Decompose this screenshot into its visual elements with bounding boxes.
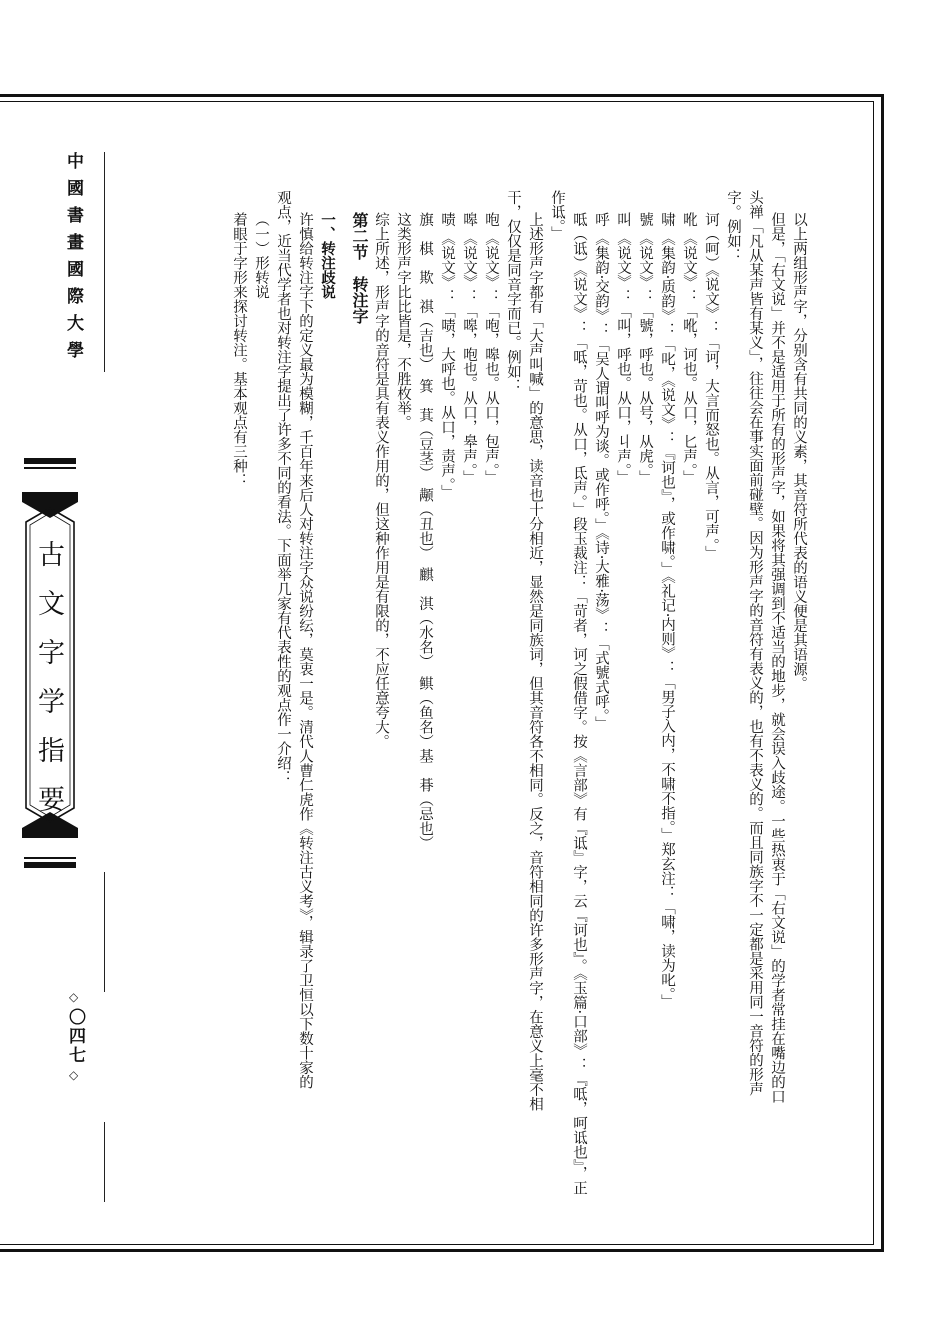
subsection-heading-2: （一）形转说 [253,212,269,299]
example-entry: 咆 《说文》：「咆，嗥也。从口，包声。」 [483,212,499,485]
paragraph: 综上所述，形声字的音符是具有表义作用的，但这种作用是有限的，不应任意夸大。 [373,212,389,749]
section-heading: 第二节 转注字 [350,212,369,324]
paragraph-line: 观点，近当代学者也对转注字提出了许多不同的看法。下面举几家有代表性的观点作一介绍： [275,190,291,785]
paragraph: 上述形声字都有「大声叫喊」的意思，读音也十分相近，显然是同族词，但其音符各不相同。反之，音符相同的许多形声字，在意义上毫不相 [527,212,543,1111]
paragraph: 这类形声字比比皆是，不胜枚举。 [395,212,411,430]
title-bar-top-2 [24,467,76,469]
example-entry-continued: 作诋。」 [549,190,565,241]
example-entry: 啸 《集韵·质韵》：「叱，《说文》：『诃也』，或作啸。」《礼记·内则》：「男子入内，不啸不指。」郑玄注：「啸，读为叱。」 [659,212,675,1009]
paragraph: 以上两组形声字，分别含有共同的义素，其音符所代表的语义便是其语源。 [791,212,807,691]
example-entry: 呧（诋）《说文》：「呧，苛也。从口，氐声。」段玉裁注：「苛者，诃之假借字。按《言部》有『诋』字，云『诃也』。《玉篇·口部》：『呧，呵诋也』，正 [571,212,587,1196]
diamond-ornament-top: ◇ [69,990,79,1004]
university-name: 中國書畫國際大學 [63,152,83,368]
sidebar-rule-bottom [104,1122,105,1202]
example-entry: 嗥 《说文》：「嗥，咆也。从口，皋声。」 [461,212,477,485]
title-bar-bottom-2 [24,857,76,859]
subsection-heading: 一、转注歧说 [319,212,335,299]
book-title: 古文字学指要 [33,540,64,834]
example-entry: 號 《说文》：「號，呼也。从号，从虎。」 [637,212,653,485]
paragraph: 着眼于字形来探讨转注。基本观点有三种： [231,212,247,488]
character-list: 旗 棋 欺 祺（吉也） 箕 萁（豆茎） 颟（丑也） 麒 淇（水名） 鲯（鱼名）基 朞（忌也） [417,212,433,850]
example-entry: 吪 《说文》：「吪，诃也。从口，匕声。」 [681,212,697,485]
title-bar-top-1 [24,458,76,464]
paragraph-line: 头禅「凡从某声皆有某义」，往往会在事实面前碰壁。因为形声字的音符有表义的，也有不表义的。而且同族字不一定都是采用同一音符的形声 [747,190,763,1097]
paragraph: 许慎给转注字下的定义最为模糊，千百年来后人对转注字众说纷纭，莫衷一是。清代人曹仁虎作《转注古义考》，辑录了卫恒以下数十家的 [297,212,313,1090]
title-bar-bottom-1 [24,862,76,868]
main-text [150,190,810,1230]
paragraph-line: 字。例如： [725,190,741,263]
page-number: 〇四七 [65,1008,85,1065]
sidebar-rule-top [104,152,105,372]
paragraph: 但是，「右文说」并不是适用于所有的形声字，如果将其强调到不适当的地步，就会误入歧途。一些热衷于「右文说」的学者常挂在嘴边的口 [769,212,785,1104]
example-entry: 呼 《集韵·交韵》：「吴人谓叫呼为谈。或作呼。」《诗·大雅·荡》：「式號式呼。」 [593,212,609,731]
paragraph-line: 干，仅仅是同音字而已。例如： [505,190,521,393]
example-entry: 啧 《说文》：「啧，大呼也。从口，责声。」 [439,212,455,500]
example-entry: 叫 《说文》：「叫，呼也。从口，丩声。」 [615,212,631,485]
example-entry: 诃（呵）《说文》：「诃，大言而怒也。从言，可声。」 [703,212,719,560]
diamond-ornament-bottom: ◇ [69,1068,79,1082]
sidebar-rule-middle [104,872,105,992]
